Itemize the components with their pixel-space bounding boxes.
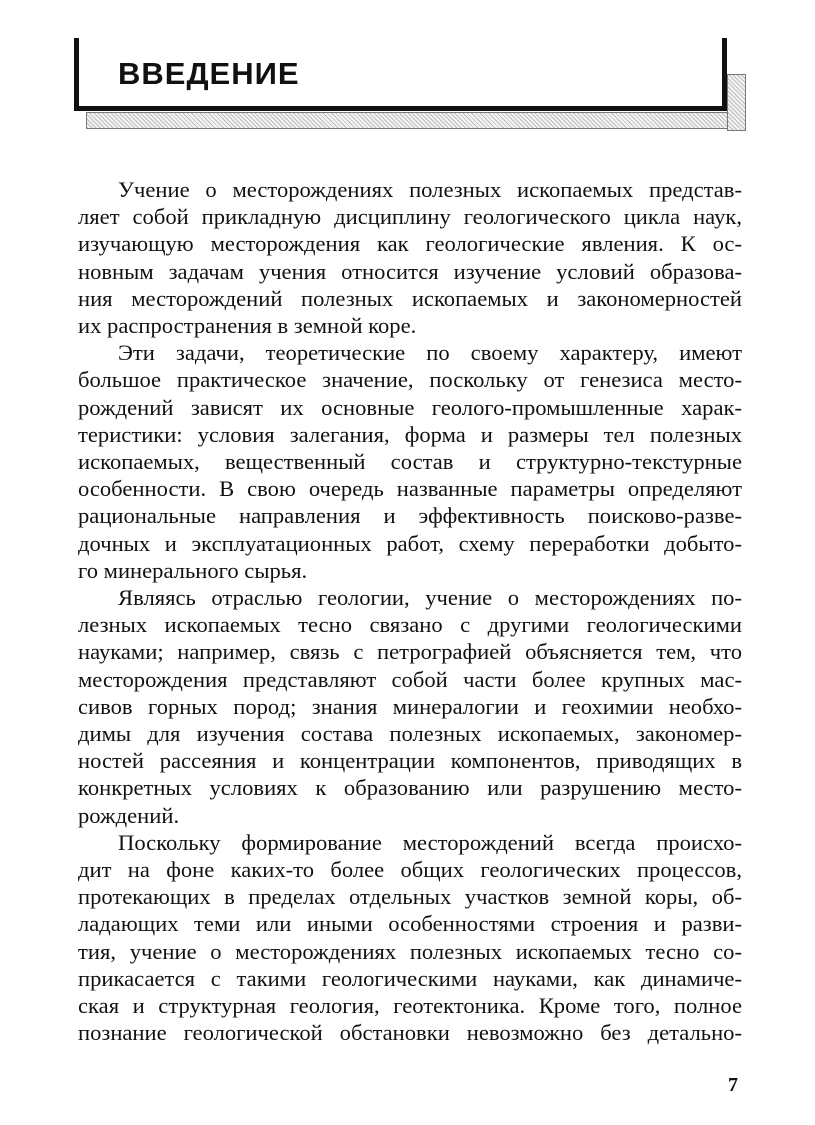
text-line: димы для изучения состава полезных ископаемых, закономер- xyxy=(78,721,742,747)
header-frame-left xyxy=(74,38,79,110)
text-line: Учение о месторождениях полезных ископаемых представ- xyxy=(118,177,742,202)
header-shadow-bottom xyxy=(86,112,746,129)
text-line: их распространения в земной коре. xyxy=(78,313,417,339)
text-line: сивов горных пород; знания минералогии и геохимии необхо- xyxy=(78,693,742,719)
text-line: ская и структурная геология, геотектоника. Кроме того, полное xyxy=(78,993,742,1019)
header-shadow-right xyxy=(727,74,746,131)
header-frame-right xyxy=(722,38,727,110)
text-line: протекающих в пределах отдельных участков земной коры, об- xyxy=(78,884,742,910)
text-line: конкретных условиях к образованию или разрушению место- xyxy=(78,775,742,801)
text-line: ностей рассеяния и концентрации компонентов, приводящих в xyxy=(78,748,742,774)
text-line: го минерального сырья. xyxy=(78,557,308,583)
body-text xyxy=(78,176,742,1047)
text-line: особенности. В свою очередь названные параметры определяют xyxy=(78,476,742,502)
text-line: Поскольку формирование месторождений всегда происхо- xyxy=(118,829,742,855)
text-line: прикасается с такими геологическими науками, как динамиче- xyxy=(78,965,742,991)
section-title: ВВЕДЕНИЕ xyxy=(118,56,300,91)
text-line: теристики: условия залегания, форма и размеры тел полезных xyxy=(78,421,742,447)
text-line: изучающую месторождения как геологические явления. К ос- xyxy=(78,231,742,257)
text-line: большое практическое значение, поскольку от генезиса место- xyxy=(78,367,742,393)
text-line: рождений. xyxy=(78,802,180,828)
header-frame-bottom xyxy=(74,106,727,111)
text-line: ляет собой прикладную дисциплину геологического цикла наук, xyxy=(78,204,742,230)
text-line: лезных ископаемых тесно связано с другими геологическими xyxy=(78,612,742,638)
text-line: науками; например, связь с петрографией объясняется тем, что xyxy=(78,639,742,665)
text-line: ния месторождений полезных ископаемых и закономерностей xyxy=(78,285,742,311)
text-line: тия, учение о месторождениях полезных ископаемых тесно со- xyxy=(78,938,742,964)
text-line: дочных и эксплуатационных работ, схему переработки добыто- xyxy=(78,530,742,556)
text-line: рождений зависят их основные геолого-промышленные харак- xyxy=(78,394,742,420)
text-line: Являясь отраслью геологии, учение о месторождениях по- xyxy=(118,585,742,611)
section-header xyxy=(74,38,744,132)
text-line: новным задачам учения относится изучение условий образова- xyxy=(78,258,742,284)
text-line: ископаемых, вещественный состав и структурно-текстурные xyxy=(78,449,742,475)
page-number: 7 xyxy=(728,1074,738,1096)
text-line: рациональные направления и эффективность поисково-разве- xyxy=(78,503,742,529)
text-line: месторождения представляют собой части более крупных мас- xyxy=(78,666,742,692)
text-line: Эти задачи, теоретические по своему характеру, имеют xyxy=(118,340,742,366)
text-line: ладающих теми или иными особенностями строения и разви- xyxy=(78,911,742,937)
text-line: познание геологической обстановки невозможно без детально- xyxy=(78,1020,742,1046)
text-line: дит на фоне каких-то более общих геологических процессов, xyxy=(78,857,742,883)
